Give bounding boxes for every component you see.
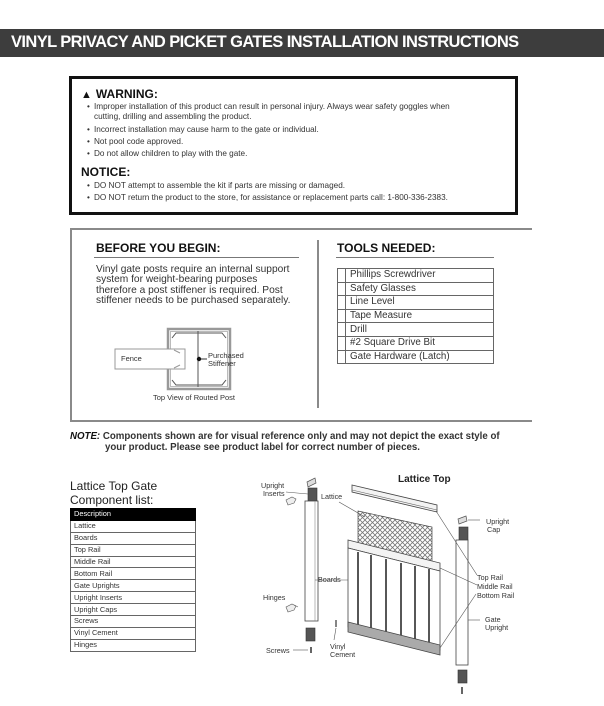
component-row xyxy=(71,568,196,580)
tool-row xyxy=(338,269,494,283)
warning-item-continued: cutting, drilling and assembling the product. xyxy=(94,112,252,121)
component-name: Lattice xyxy=(71,520,196,532)
tool-row xyxy=(338,350,494,364)
notice-item: • DO NOT attempt to assemble the kit if parts are missing or damaged. xyxy=(94,181,345,191)
tool-checkbox[interactable] xyxy=(338,282,346,296)
right-gate-upright xyxy=(456,516,468,694)
purchased-stiffener-label: Purchased xyxy=(208,351,244,360)
tool-name: Line Level xyxy=(346,296,494,310)
component-list-title-line: Component list: xyxy=(70,493,154,507)
label-gate-upright: Upright xyxy=(485,623,509,632)
component-name: Gate Uprights xyxy=(71,580,196,592)
component-name: Bottom Rail xyxy=(71,568,196,580)
tools-needed-heading: TOOLS NEEDED: xyxy=(337,241,436,255)
tool-name: #2 Square Drive Bit xyxy=(346,336,494,350)
page-title: VINYL PRIVACY AND PICKET GATES INSTALLATION INSTRUCTIONS xyxy=(11,33,519,51)
exploded-diagram-title: Lattice Top xyxy=(398,474,451,485)
note-text xyxy=(70,431,530,453)
tools-table xyxy=(337,268,494,364)
label-boards: Boards xyxy=(318,575,341,584)
tool-name: Gate Hardware (Latch) xyxy=(346,350,494,364)
warning-triangle-icon: ▲ xyxy=(81,89,92,101)
left-gate-upright xyxy=(286,478,318,653)
tool-name: Safety Glasses xyxy=(346,282,494,296)
title-bar xyxy=(0,29,604,57)
component-name: Top Rail xyxy=(71,544,196,556)
panel-divider xyxy=(317,240,319,408)
label-upright-inserts: Inserts xyxy=(263,489,285,498)
label-upright-inserts: Upright xyxy=(261,481,285,490)
label-top-rail: Top Rail xyxy=(477,573,503,582)
tool-name: Phillips Screwdriver xyxy=(346,269,494,283)
note-line: your product. Please see product label for correct number of pieces. xyxy=(105,442,420,453)
tool-row xyxy=(338,309,494,323)
warning-item: • Not pool code approved. xyxy=(94,137,183,147)
warning-item: • Improper installation of this product can result in personal injury. Always wear safety goggles when xyxy=(94,102,450,112)
warning-heading-text: WARNING: xyxy=(95,87,158,101)
component-row xyxy=(71,639,196,651)
component-name: Upright Caps xyxy=(71,604,196,616)
component-row xyxy=(71,604,196,616)
warning-item: • Incorrect installation may cause harm to the gate or individual. xyxy=(94,125,319,135)
warning-item: • Do not allow children to play with the gate. xyxy=(94,149,247,159)
notice-heading: NOTICE: xyxy=(81,165,131,179)
label-upright-cap: Cap xyxy=(487,525,501,534)
component-list-title xyxy=(70,479,157,507)
component-list-title-line: Lattice Top Gate xyxy=(70,479,158,493)
component-row xyxy=(71,627,196,639)
component-name: Vinyl Cement xyxy=(71,627,196,639)
heading-rule xyxy=(94,257,299,258)
label-gate-upright: Gate xyxy=(485,615,501,624)
component-name: Hinges xyxy=(71,639,196,651)
tool-row xyxy=(338,296,494,310)
component-row xyxy=(71,532,196,544)
note-line: Components shown are for visual reference only and may not depict the exact style of xyxy=(102,431,500,442)
diagram-caption: Top View of Routed Post xyxy=(153,393,235,402)
before-you-begin-heading: BEFORE YOU BEGIN: xyxy=(96,241,221,255)
tool-row xyxy=(338,282,494,296)
tool-checkbox[interactable] xyxy=(338,323,346,337)
component-row xyxy=(71,556,196,568)
label-middle-rail: Middle Rail xyxy=(477,582,513,591)
text-line: stiffener needs to be purchased separately. xyxy=(96,295,291,307)
component-name: Boards xyxy=(71,532,196,544)
warning-heading xyxy=(81,87,158,101)
component-table-header xyxy=(71,509,196,521)
heading-rule xyxy=(336,257,494,258)
warning-box xyxy=(69,76,518,215)
component-row xyxy=(71,520,196,532)
component-row xyxy=(71,616,196,628)
component-name: Middle Rail xyxy=(71,556,196,568)
note-prefix: NOTE: xyxy=(70,431,101,442)
tool-row xyxy=(338,323,494,337)
tool-checkbox[interactable] xyxy=(338,309,346,323)
component-table xyxy=(70,508,196,652)
label-lattice: Lattice xyxy=(321,492,343,501)
label-bottom-rail: Bottom Rail xyxy=(477,591,515,600)
text-line: therefore a post stiffener is required. Post xyxy=(96,284,283,296)
tool-checkbox[interactable] xyxy=(338,269,346,283)
label-vinyl-cement: Cement xyxy=(330,650,356,659)
text-line: system for weight-bearing purposes xyxy=(96,274,258,286)
notice-item: • DO NOT return the product to the store, for assistance or replacement parts call: 1-800-336-2383. xyxy=(94,193,448,203)
label-screws: Screws xyxy=(266,646,290,655)
tool-checkbox[interactable] xyxy=(338,350,346,364)
tool-name: Drill xyxy=(346,323,494,337)
tool-name: Tape Measure xyxy=(346,309,494,323)
column-header-description: Description xyxy=(71,509,196,521)
text-line: Vinyl gate posts require an internal support xyxy=(96,264,290,275)
component-name: Screws xyxy=(71,616,196,628)
label-hinges: Hinges xyxy=(263,593,286,602)
tool-checkbox[interactable] xyxy=(338,296,346,310)
purchased-stiffener-label: Stiffener xyxy=(208,359,236,368)
component-name: Upright Inserts xyxy=(71,592,196,604)
tool-checkbox[interactable] xyxy=(338,336,346,350)
label-upright-cap: Upright xyxy=(486,517,510,526)
fence-label: Fence xyxy=(121,354,142,363)
component-row xyxy=(71,580,196,592)
tool-row xyxy=(338,336,494,350)
before-you-begin-text xyxy=(96,265,306,307)
component-row xyxy=(71,592,196,604)
component-row xyxy=(71,544,196,556)
label-vinyl-cement: Vinyl xyxy=(330,642,346,651)
